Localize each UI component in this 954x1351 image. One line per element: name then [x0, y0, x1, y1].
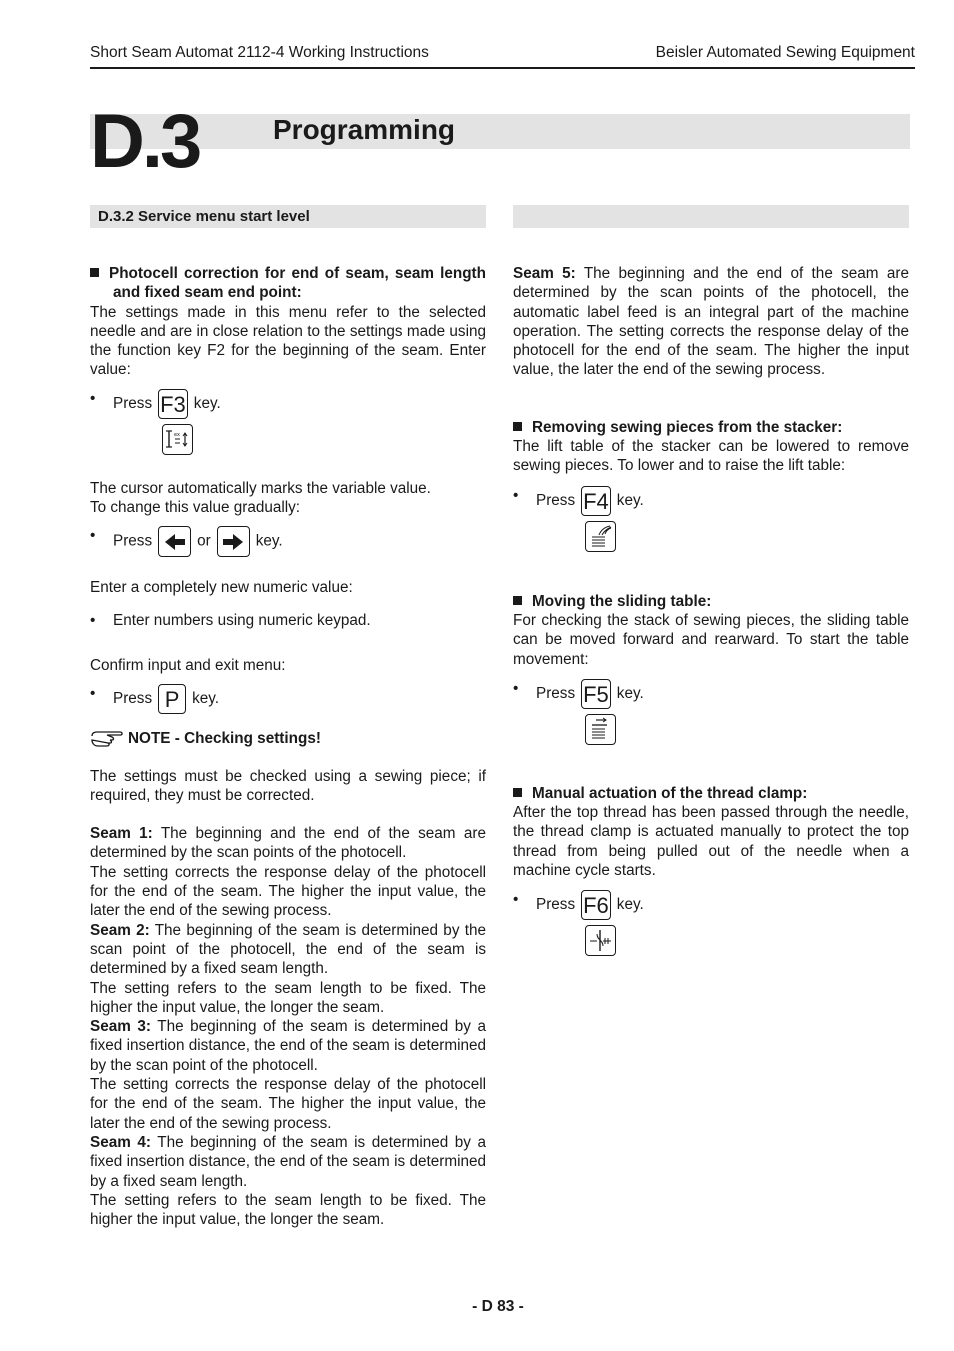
header-left: Short Seam Automat 2112-4 Working Instructions: [90, 44, 429, 61]
sliding-heading: Moving the sliding table:: [513, 592, 909, 611]
seam-2-note: The setting refers to the seam length to be fixed. The higher the input value, the longer the seam.: [90, 979, 486, 1016]
square-bullet-icon: [513, 788, 522, 797]
sliding-text: For checking the stack of sewing pieces, the sliding table can be moved forward and rearward. To start the table movement:: [513, 611, 909, 668]
press-f6-item: • Press F6 key.: [513, 891, 644, 919]
f6-key[interactable]: F6: [581, 890, 611, 920]
press-p-item: • Press P key.: [90, 685, 220, 713]
photocell-adjust-icon: [162, 424, 193, 455]
press-f3-item: • Press F3 key.: [90, 389, 221, 417]
arrow-right-icon: [221, 532, 245, 552]
f4-key[interactable]: F4: [581, 486, 611, 516]
photocell-heading: Photocell correction for end of seam, seam length and fixed seam end point:: [90, 264, 486, 303]
confirm-text: Confirm input and exit menu:: [90, 656, 286, 674]
f3-key[interactable]: F3: [158, 389, 188, 419]
press-arrows-item: • Press or key.: [90, 526, 486, 557]
svg-text:ex: ex: [174, 431, 180, 438]
seam-5: Seam 5: The beginning and the end of the seam are determined by the scan points of the photocell, the automatic label feed is an integral part of the machine operation. The setting corrects the response delay of the photocell for the end of the seam. The higher the input value, the later the end of the sewing process.: [513, 265, 909, 379]
title-band: [90, 114, 910, 149]
left-column: [90, 264, 486, 1229]
section-heading: D.3.2 Service menu start level: [98, 208, 310, 225]
seam-1-note: The setting corrects the response delay of the photocell for the end of the seam. The higher the input value, the later the end of the sewing process.: [90, 863, 486, 920]
seam-4: Seam 4: The beginning of the seam is determined by a fixed insertion distance, the end of the seam is determined by a fixed seam length.: [90, 1133, 486, 1190]
note-text: The settings must be checked using a sewing piece; if required, they must be corrected.: [90, 767, 486, 804]
photocell-text: The settings made in this menu refer to the selected needle and are in close relation to the settings made using the function key F2 for the beginning of the seam. Enter value:: [90, 303, 486, 379]
arrow-right-key[interactable]: [217, 526, 250, 557]
arrow-left-key[interactable]: [158, 526, 191, 557]
seam-1: Seam 1: The beginning and the end of the seam are determined by the scan points of the photocell.: [90, 825, 486, 862]
seam-4-note: The setting refers to the seam length to be fixed. The higher the input value, the longer the seam.: [90, 1191, 486, 1229]
seam-2: Seam 2: The beginning of the seam is determined by the scan point of the photocell, the end of the seam is determined by a fixed seam length.: [90, 921, 486, 978]
p-key[interactable]: P: [158, 684, 186, 714]
enter-new-text: Enter a completely new numeric value:: [90, 579, 353, 597]
press-f5-item: • Press F5 key.: [513, 679, 644, 707]
right-column: [513, 264, 909, 956]
chapter-number: D.3: [90, 99, 200, 184]
seam-3: Seam 3: The beginning of the seam is determined by a fixed insertion distance, the end of the seam is determined by the scan point of the photocell.: [90, 1018, 486, 1074]
header-rule: [90, 67, 915, 69]
square-bullet-icon: [90, 268, 99, 277]
sliding-table-icon: [585, 714, 616, 745]
page-title: Programming: [273, 114, 456, 145]
page-number: - D 83 -: [472, 1298, 524, 1315]
stacker-lift-icon: [585, 521, 616, 552]
square-bullet-icon: [513, 596, 522, 605]
pointing-hand-icon: [90, 728, 128, 748]
clamp-text: After the top thread has been passed through the needle, the thread clamp is actuated manually to protect the top thread from being pulled out of the needle when a machine cycle starts.: [513, 804, 909, 880]
cursor-text-1: The cursor automatically marks the variable value.: [90, 479, 431, 497]
thread-clamp-icon: [585, 925, 616, 956]
f5-key[interactable]: F5: [581, 679, 611, 709]
press-f4-item: • Press F4 key.: [513, 486, 644, 514]
header-right: Beisler Automated Sewing Equipment: [655, 44, 915, 61]
arrow-left-icon: [163, 532, 187, 552]
square-bullet-icon: [513, 422, 522, 431]
cursor-text-2: To change this value gradually:: [90, 499, 301, 517]
enter-numbers-item: • Enter numbers using numeric keypad.: [90, 611, 371, 629]
stacker-text: The lift table of the stacker can be lowered to remove sewing pieces. To lower and to raise the lift table:: [513, 438, 909, 475]
note-heading: NOTE - Checking settings!: [90, 728, 486, 748]
section-band-right: [513, 205, 909, 228]
stacker-heading: Removing sewing pieces from the stacker:: [513, 418, 909, 437]
seam-3-note: The setting corrects the response delay of the photocell for the end of the seam. The higher the input value, the later the end of the sewing process.: [90, 1076, 486, 1132]
clamp-heading: Manual actuation of the thread clamp:: [513, 784, 909, 803]
